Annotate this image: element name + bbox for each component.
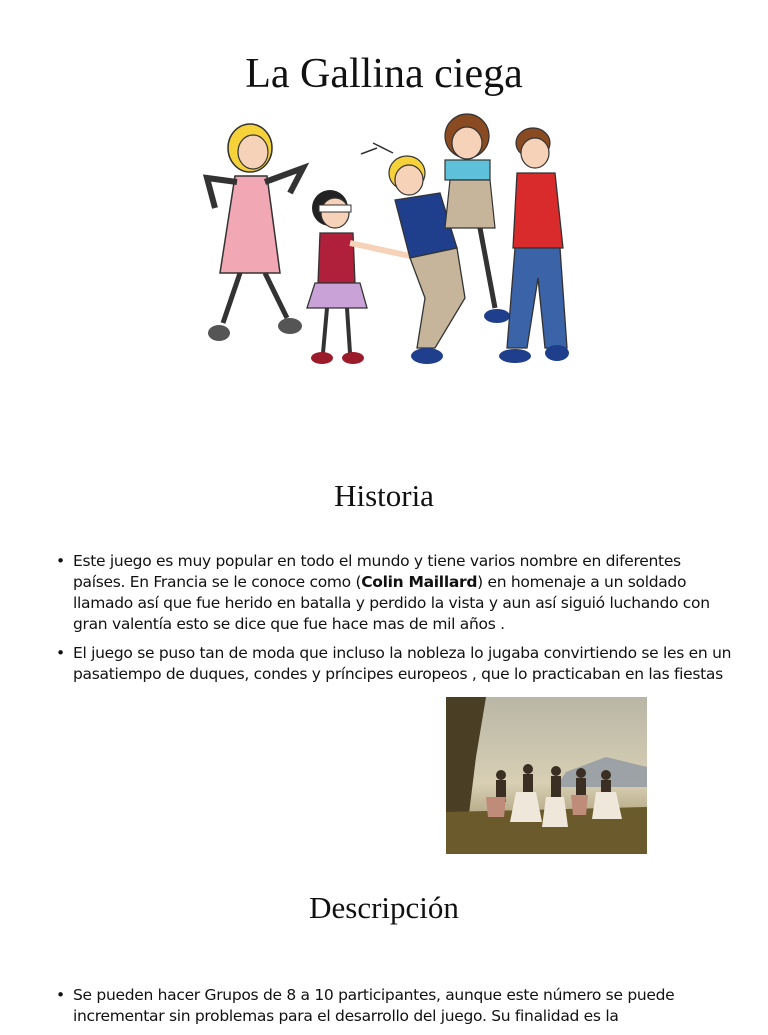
girl-blindfolded [307,190,410,364]
boy-red-shirt [499,128,569,363]
descripcion-list [56,985,736,1035]
section-heading-historia: Historia [334,478,434,513]
section-heading-descripcion: Descripción [309,890,459,925]
highlight-name: Colin Maillard [361,573,478,591]
children-playing-illustration [195,108,585,383]
list-item: • El juego se puso tan de moda que incluso la nobleza lo jugaba convirtiendo se les en un pasatiempo de duques, condes y príncipes europeos , que lo practicaban en las fiestas [56,643,736,685]
page-title: La Gallina ciega [245,51,523,97]
list-item: • Este juego es muy popular en todo el mundo y tiene varios nombre en diferentes países. En Francia se le conoce como (Colin Maillard) en homenaje a un soldado llamado así que fue herido en batalla y perdido la vista y aun así siguió luchando con gran valentía esto se dice que fue hace mas de mil años . [56,551,736,635]
historia-list [56,551,736,693]
list-item: • Se pueden hacer Grupos de 8 a 10 participantes, aunque este número se puede incrementar sin problemas para el desarrollo del juego. Su finalidad es la [56,985,736,1027]
girl-pink-dress [207,124,303,341]
goya-painting [446,697,647,854]
